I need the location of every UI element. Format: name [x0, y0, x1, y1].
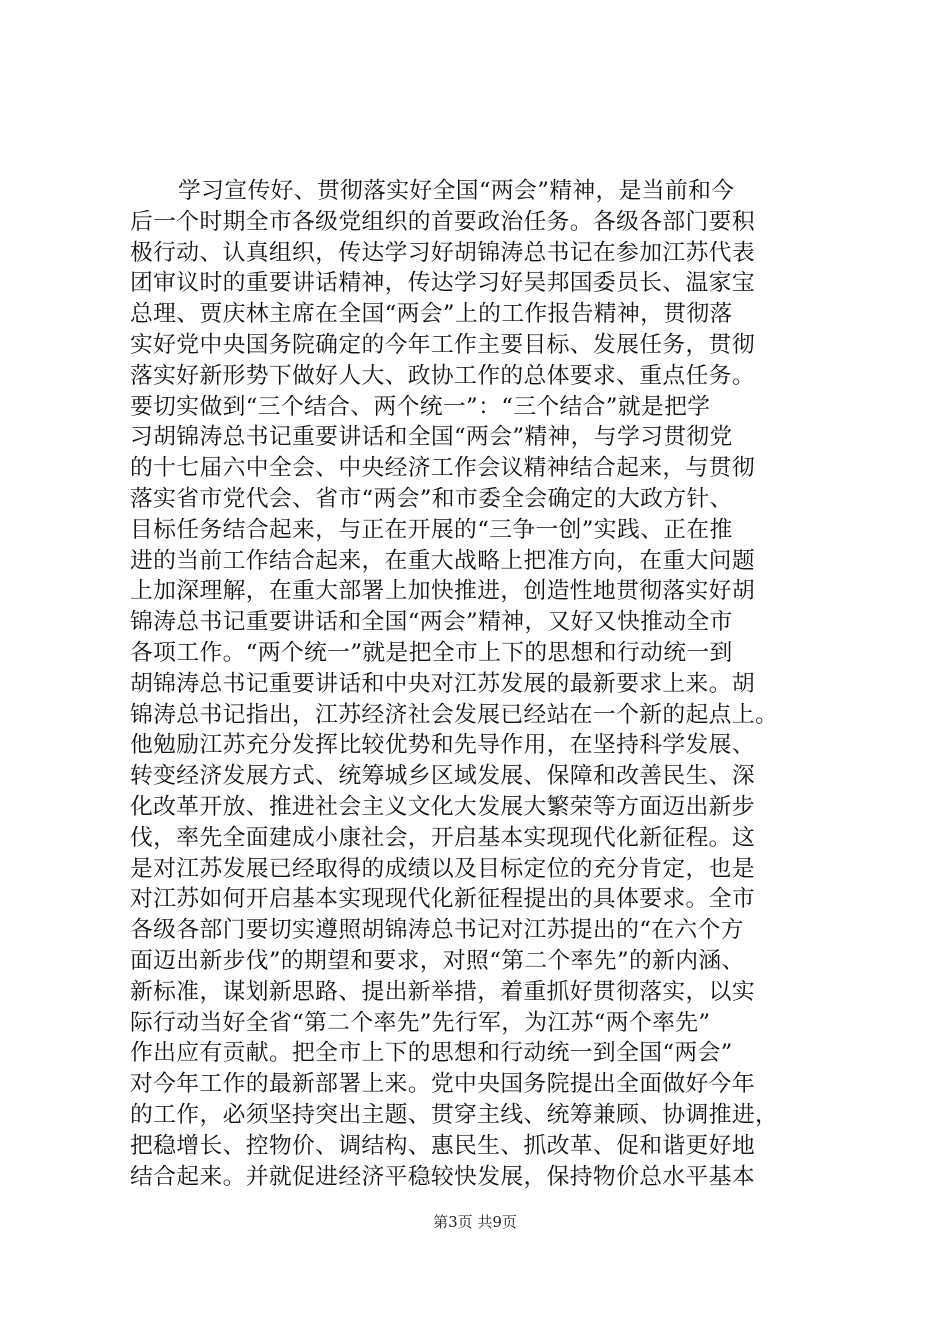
text-line: 落实省市党代会、省市“两会”和市委全会确定的大政方针、	[130, 485, 733, 512]
text-line: 要切实做到“三个结合、两个统一”：“三个结合”就是把学	[130, 393, 711, 420]
text-line: 是对江苏发展已经取得的成绩以及目标定位的充分肯定，也是	[130, 855, 755, 882]
text-line: 的十七届六中全会、中央经济工作会议精神结合起来，与贯彻	[130, 455, 755, 482]
text-line: 目标任务结合起来，与正在开展的“三争一创”实践、正在推	[130, 516, 733, 543]
text-line: 上加深理解，在重大部署上加快推进，创造性地贯彻落实好胡	[130, 578, 755, 605]
text-line: 习胡锦涛总书记重要讲话和全国“两会”精神，与学习贯彻党	[130, 424, 733, 451]
text-line: 实好党中央国务院确定的今年工作主要目标、发展任务，贯彻	[130, 331, 755, 358]
text-line: 把稳增长、控物价、调结构、惠民生、抓改革、促和谐更好地	[130, 1132, 755, 1159]
page-number-footer: 第3页 共9页	[433, 1213, 517, 1231]
text-line: 伐，率先全面建成小康社会，开启基本实现现代化新征程。这	[130, 824, 755, 851]
text-line: 胡锦涛总书记重要讲话和中央对江苏发展的最新要求上来。胡	[130, 670, 755, 697]
text-line: 总理、贾庆林主席在全国“两会”上的工作报告精神，贯彻落	[130, 301, 733, 328]
text-line: 锦涛总书记重要讲话和全国“两会”精神，又好又快推动全市	[130, 609, 733, 636]
text-line: 结合起来。并就促进经济平稳较快发展，保持物价总水平基本	[130, 1163, 755, 1190]
text-line: 团审议时的重要讲话精神，传达学习好吴邦国委员长、温家宝	[130, 270, 755, 297]
text-line: 对江苏如何开启基本实现现代化新征程提出的具体要求。全市	[130, 886, 755, 913]
text-line: 各级各部门要切实遵照胡锦涛总书记对江苏提出的“在六个方	[130, 917, 744, 944]
text-line: 各项工作。“两个统一”就是把全市上下的思想和行动统一到	[130, 639, 733, 666]
text-line: 极行动、认真组织，传达学习好胡锦涛总书记在参加江苏代表	[130, 239, 755, 266]
text-line: 的工作，必须坚持突出主题、贯穿主线、统筹兼顾、协调推进，	[130, 1101, 779, 1128]
text-line: 新标准，谋划新思路、提出新举措，着重抓好贯彻落实，以实	[130, 978, 755, 1005]
text-line: 落实好新形势下做好人大、政协工作的总体要求、重点任务。	[130, 362, 755, 389]
text-line: 进的当前工作结合起来，在重大战略上把准方向，在重大问题	[130, 547, 755, 574]
text-line: 对今年工作的最新部署上来。党中央国务院提出全面做好今年	[130, 1071, 755, 1098]
text-line: 作出应有贡献。把全市上下的思想和行动统一到全国“两会”	[130, 1040, 733, 1067]
text-line: 面迈出新步伐”的期望和要求，对照“第二个率先”的新内涵、	[130, 947, 745, 974]
text-line: 锦涛总书记指出，江苏经济社会发展已经站在一个新的起点上。	[130, 701, 779, 728]
text-line: 他勉励江苏充分发挥比较优势和先导作用，在坚持科学发展、	[130, 732, 755, 759]
text-line: 后一个时期全市各级党组织的首要政治任务。各级各部门要积	[130, 208, 755, 235]
text-line: 学习宣传好、贯彻落实好全国“两会”精神，是当前和今	[178, 178, 735, 204]
text-line: 化改革开放、推进社会主义文化大发展大繁荣等方面迈出新步	[130, 793, 755, 820]
text-line: 转变经济发展方式、统筹城乡区域发展、保障和改善民生、深	[130, 763, 755, 790]
body-paragraph	[130, 176, 830, 1192]
text-line: 际行动当好全省“第二个率先”先行军，为江苏“两个率先”	[130, 1009, 711, 1036]
